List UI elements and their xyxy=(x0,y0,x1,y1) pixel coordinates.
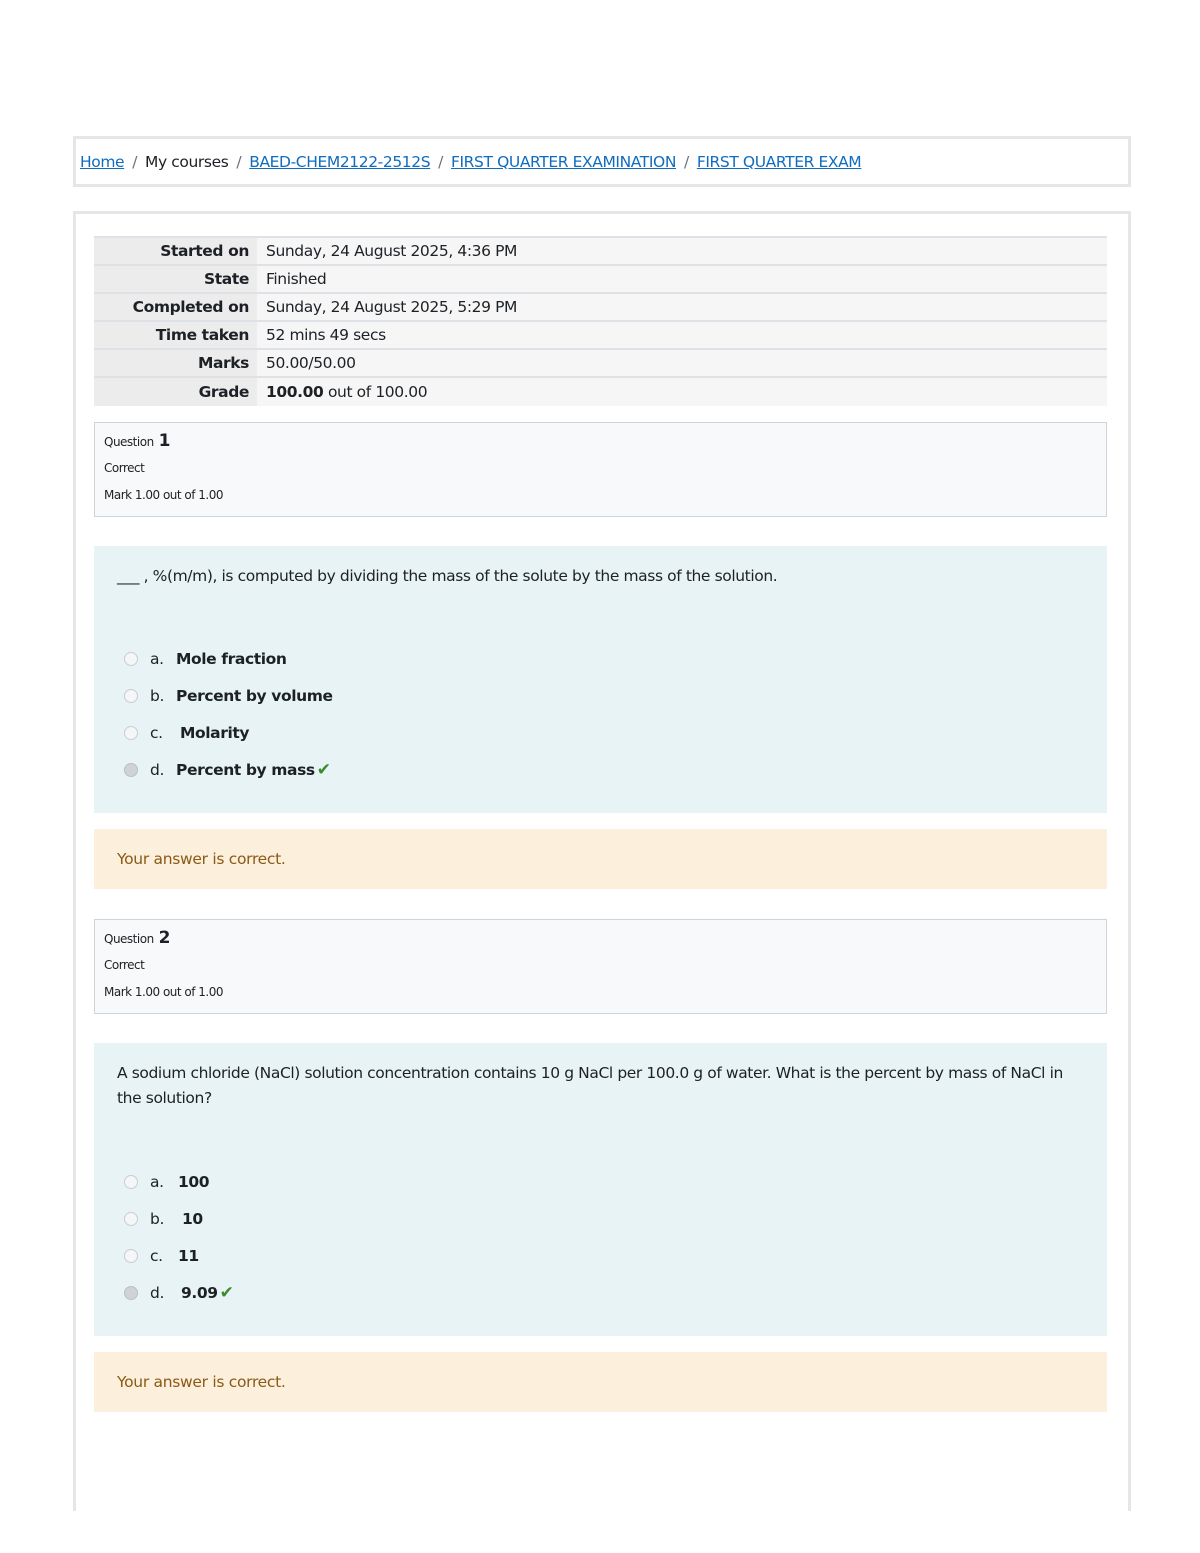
question-prefix: Question xyxy=(104,435,154,449)
summary-grade-value xyxy=(257,377,1107,406)
summary-label: Grade xyxy=(94,377,257,406)
answer-option xyxy=(124,714,333,751)
answer-radio[interactable] xyxy=(124,1212,138,1226)
answer-text: 10 xyxy=(182,1209,203,1228)
answer-list xyxy=(124,640,333,788)
breadcrumb-section-link[interactable]: FIRST QUARTER EXAMINATION xyxy=(450,152,677,171)
question-mark: Mark 1.00 out of 1.00 xyxy=(104,985,224,999)
answer-feedback: Your answer is correct. xyxy=(94,1352,1107,1412)
answer-letter: c. xyxy=(150,723,163,742)
summary-value: Sunday, 24 August 2025, 4:36 PM xyxy=(257,237,1107,265)
answer-option xyxy=(124,1237,234,1274)
question-state: Correct xyxy=(104,461,145,475)
answer-text: Mole fraction xyxy=(176,649,287,668)
answer-radio[interactable] xyxy=(124,652,138,666)
question-content xyxy=(94,546,1107,813)
attempt-summary-table xyxy=(94,236,1107,406)
answer-option xyxy=(124,1163,234,1200)
answer-text: 100 xyxy=(178,1172,210,1191)
answer-radio[interactable] xyxy=(124,1175,138,1189)
answer-letter: d. xyxy=(150,760,164,779)
breadcrumb-home-link[interactable]: Home xyxy=(80,152,125,171)
answer-option xyxy=(124,1200,234,1237)
answer-option xyxy=(124,640,333,677)
answer-letter: c. xyxy=(150,1246,163,1265)
breadcrumb-separator: / xyxy=(236,152,242,171)
answer-option-selected xyxy=(124,751,333,788)
question-text: A sodium chloride (NaCl) solution concentration contains 10 g NaCl per 100.0 g of water. What is the percent by mass of NaCl in the solution? xyxy=(117,1064,1063,1107)
summary-row xyxy=(94,293,1107,321)
answer-text: Percent by volume xyxy=(176,686,333,705)
grade-score: 100.00 xyxy=(266,383,324,401)
summary-value: Finished xyxy=(257,265,1107,293)
question-prefix: Question xyxy=(104,932,154,946)
answer-letter: b. xyxy=(150,1209,164,1228)
summary-value: Sunday, 24 August 2025, 5:29 PM xyxy=(257,293,1107,321)
answer-radio-selected[interactable] xyxy=(124,763,138,777)
breadcrumb-separator: / xyxy=(684,152,689,171)
summary-label: Time taken xyxy=(94,321,257,349)
summary-row xyxy=(94,265,1107,293)
answer-option xyxy=(124,677,333,714)
answer-text: 11 xyxy=(178,1246,199,1265)
summary-row xyxy=(94,321,1107,349)
question-text: ___ , %(m/m), is computed by dividing the mass of the solute by the mass of the solution. xyxy=(117,567,778,585)
question-number: 1 xyxy=(158,431,171,451)
summary-value: 52 mins 49 secs xyxy=(257,321,1107,349)
breadcrumb-separator: / xyxy=(438,152,443,171)
grade-out-of: out of 100.00 xyxy=(323,383,428,401)
answer-radio[interactable] xyxy=(124,689,138,703)
breadcrumb xyxy=(73,136,1131,187)
check-icon: ✔ xyxy=(219,1282,234,1303)
question-content xyxy=(94,1043,1107,1336)
summary-label: Completed on xyxy=(94,293,257,321)
breadcrumb-quiz-link[interactable]: FIRST QUARTER EXAM xyxy=(696,152,862,171)
answer-text: Molarity xyxy=(180,723,250,742)
question-mark: Mark 1.00 out of 1.00 xyxy=(104,488,224,502)
answer-text: Percent by mass xyxy=(176,760,315,779)
summary-row-grade xyxy=(94,377,1107,406)
summary-label: State xyxy=(94,265,257,293)
answer-letter: a. xyxy=(150,1172,164,1191)
answer-letter: a. xyxy=(150,649,164,668)
summary-row xyxy=(94,349,1107,377)
answer-list xyxy=(124,1163,234,1311)
breadcrumb-course-link[interactable]: BAED-CHEM2122-2512S xyxy=(249,152,431,171)
question-number: 2 xyxy=(158,928,171,948)
question-info-box xyxy=(94,422,1107,517)
summary-row xyxy=(94,237,1107,265)
answer-letter: d. xyxy=(150,1283,164,1302)
breadcrumb-my-courses: My courses xyxy=(145,152,229,171)
answer-radio-selected[interactable] xyxy=(124,1286,138,1300)
summary-label: Started on xyxy=(94,237,257,265)
summary-value: 50.00/50.00 xyxy=(257,349,1107,377)
answer-feedback: Your answer is correct. xyxy=(94,829,1107,889)
summary-label: Marks xyxy=(94,349,257,377)
answer-text: 9.09 xyxy=(181,1283,218,1302)
answer-option-selected xyxy=(124,1274,234,1311)
breadcrumb-separator: / xyxy=(132,152,138,171)
question-state: Correct xyxy=(104,958,145,972)
check-icon: ✔ xyxy=(316,759,331,780)
answer-radio[interactable] xyxy=(124,726,138,740)
question-info-box xyxy=(94,919,1107,1014)
answer-letter: b. xyxy=(150,686,164,705)
answer-radio[interactable] xyxy=(124,1249,138,1263)
